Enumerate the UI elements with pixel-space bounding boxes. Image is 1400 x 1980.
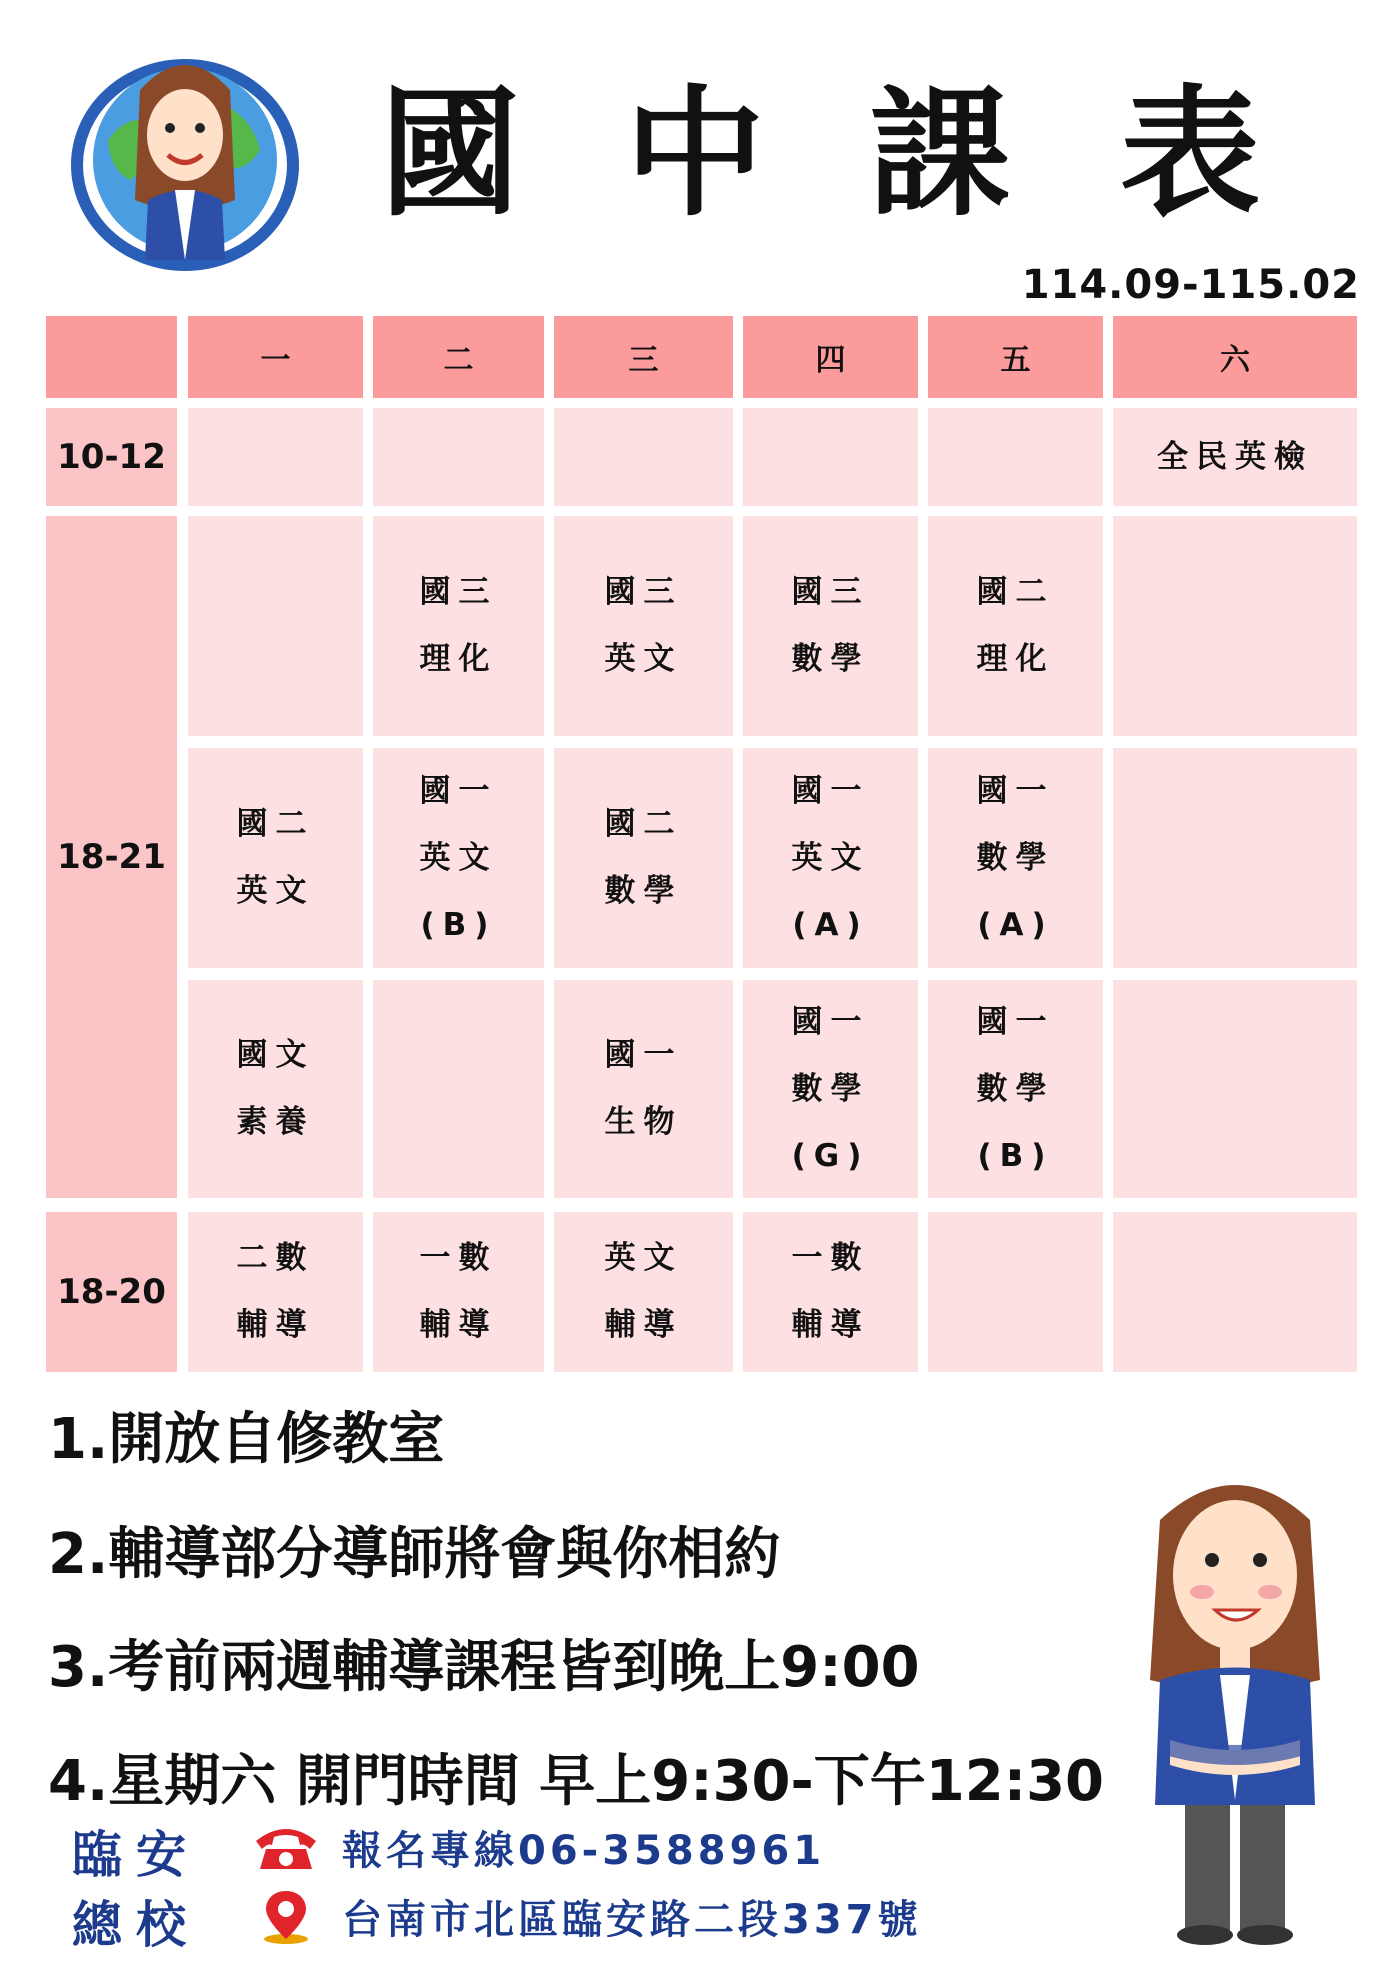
day-header: 五 — [928, 316, 1103, 398]
class-cell — [928, 516, 1103, 736]
class-cell — [373, 748, 544, 968]
class-line: 輔導 — [604, 1307, 683, 1343]
class-cell — [554, 748, 733, 968]
class-cell — [743, 1212, 918, 1372]
class-line: 英文 — [236, 873, 315, 909]
class-line: 英文 — [604, 641, 683, 677]
class-line: 數學 — [791, 1070, 870, 1107]
class-line: 國二 — [236, 806, 315, 842]
class-line: 數學 — [791, 641, 870, 677]
branch-name: 總校 — [72, 1896, 200, 1954]
class-line: 國文 — [236, 1037, 315, 1073]
class-line: 國一 — [976, 1003, 1055, 1040]
class-cell — [743, 980, 918, 1198]
class-line: (G) — [791, 1137, 870, 1174]
title-char: 國 — [380, 73, 521, 236]
branch-name: 臨安 — [72, 1826, 200, 1884]
note-item: 4.星期六 開門時間 早上9:30-下午12:30 — [48, 1749, 1105, 1814]
day-header: 六 — [1113, 316, 1357, 398]
title-char: 表 — [1120, 73, 1261, 236]
class-cell — [554, 1212, 733, 1372]
class-cell — [1113, 516, 1357, 736]
class-cell — [554, 516, 733, 736]
class-line: 國二 — [976, 574, 1055, 610]
address-line — [252, 1887, 922, 1945]
telephone-icon — [252, 1823, 320, 1873]
time-slot: 18-21 — [46, 516, 177, 1198]
class-cell — [188, 1212, 363, 1372]
phone-number: 報名專線06-3588961 — [342, 1828, 826, 1874]
class-line: 國一 — [419, 772, 498, 809]
title-char: 中 — [625, 73, 766, 236]
class-line: 二數 — [236, 1240, 315, 1276]
class-cell — [1113, 748, 1357, 968]
day-header: 三 — [554, 316, 733, 398]
globe-logo-icon — [60, 30, 310, 280]
note-item: 2.輔導部分導師將會與你相約 — [48, 1522, 781, 1587]
class-cell — [1113, 1212, 1357, 1372]
class-cell — [928, 408, 1103, 506]
semester-period: 114.09-115.02 — [1021, 262, 1360, 308]
teacher-illustration — [1120, 1460, 1350, 1950]
class-cell — [554, 408, 733, 506]
class-cell — [743, 748, 918, 968]
class-line: 國三 — [791, 574, 870, 610]
class-line: 國一 — [976, 772, 1055, 809]
map-pin-icon — [252, 1887, 320, 1945]
day-header: 四 — [743, 316, 918, 398]
class-cell — [188, 748, 363, 968]
class-line: (A) — [792, 906, 869, 943]
class-line: (A) — [977, 906, 1054, 943]
day-header: 一 — [188, 316, 363, 398]
class-line: 英文 — [791, 839, 870, 876]
address-text: 台南市北區臨安路二段337號 — [342, 1896, 922, 1943]
class-cell — [743, 408, 918, 506]
class-line: 國一 — [791, 772, 870, 809]
class-line: 國一 — [604, 1037, 683, 1073]
class-line: 英文 — [604, 1240, 683, 1276]
class-cell — [373, 516, 544, 736]
class-cell — [188, 516, 363, 736]
class-line: 英文 — [419, 839, 498, 876]
class-line: 素養 — [236, 1104, 315, 1140]
class-cell — [928, 980, 1103, 1198]
class-cell — [188, 980, 363, 1198]
class-line: 國二 — [604, 806, 683, 842]
class-line: 數學 — [976, 1070, 1055, 1107]
class-line: 理化 — [976, 641, 1055, 677]
class-cell — [1113, 408, 1357, 506]
time-slot: 18-20 — [46, 1212, 177, 1372]
class-cell — [373, 980, 544, 1198]
class-line: 國一 — [791, 1003, 870, 1040]
class-line: 全民英檢 — [1157, 438, 1313, 475]
class-line: 國三 — [419, 574, 498, 610]
class-line: 輔導 — [419, 1307, 498, 1343]
class-line: 一數 — [419, 1240, 498, 1276]
class-line: 數學 — [976, 839, 1055, 876]
phone-line — [252, 1819, 825, 1876]
day-header: 二 — [373, 316, 544, 398]
class-line: 國三 — [604, 574, 683, 610]
class-cell — [554, 980, 733, 1198]
note-item: 1.開放自修教室 — [48, 1407, 445, 1472]
class-line: (B) — [977, 1137, 1054, 1174]
header-corner — [46, 316, 177, 398]
class-cell — [743, 516, 918, 736]
class-cell — [928, 748, 1103, 968]
class-cell — [928, 1212, 1103, 1372]
logo — [60, 30, 310, 280]
class-line: 輔導 — [236, 1307, 315, 1343]
class-cell — [373, 408, 544, 506]
class-cell — [1113, 980, 1357, 1198]
class-line: 生物 — [604, 1104, 683, 1140]
class-line: 一數 — [791, 1240, 870, 1276]
title-char: 課 — [870, 73, 1011, 236]
class-line: 理化 — [419, 641, 498, 677]
teacher-character-icon — [1120, 1460, 1350, 1950]
note-item: 3.考前兩週輔導課程皆到晚上9:00 — [48, 1635, 920, 1700]
time-slot: 10-12 — [46, 408, 177, 506]
class-cell — [188, 408, 363, 506]
class-line: (B) — [420, 906, 497, 943]
class-cell — [373, 1212, 544, 1372]
class-line: 輔導 — [791, 1307, 870, 1343]
class-line: 數學 — [604, 873, 683, 909]
